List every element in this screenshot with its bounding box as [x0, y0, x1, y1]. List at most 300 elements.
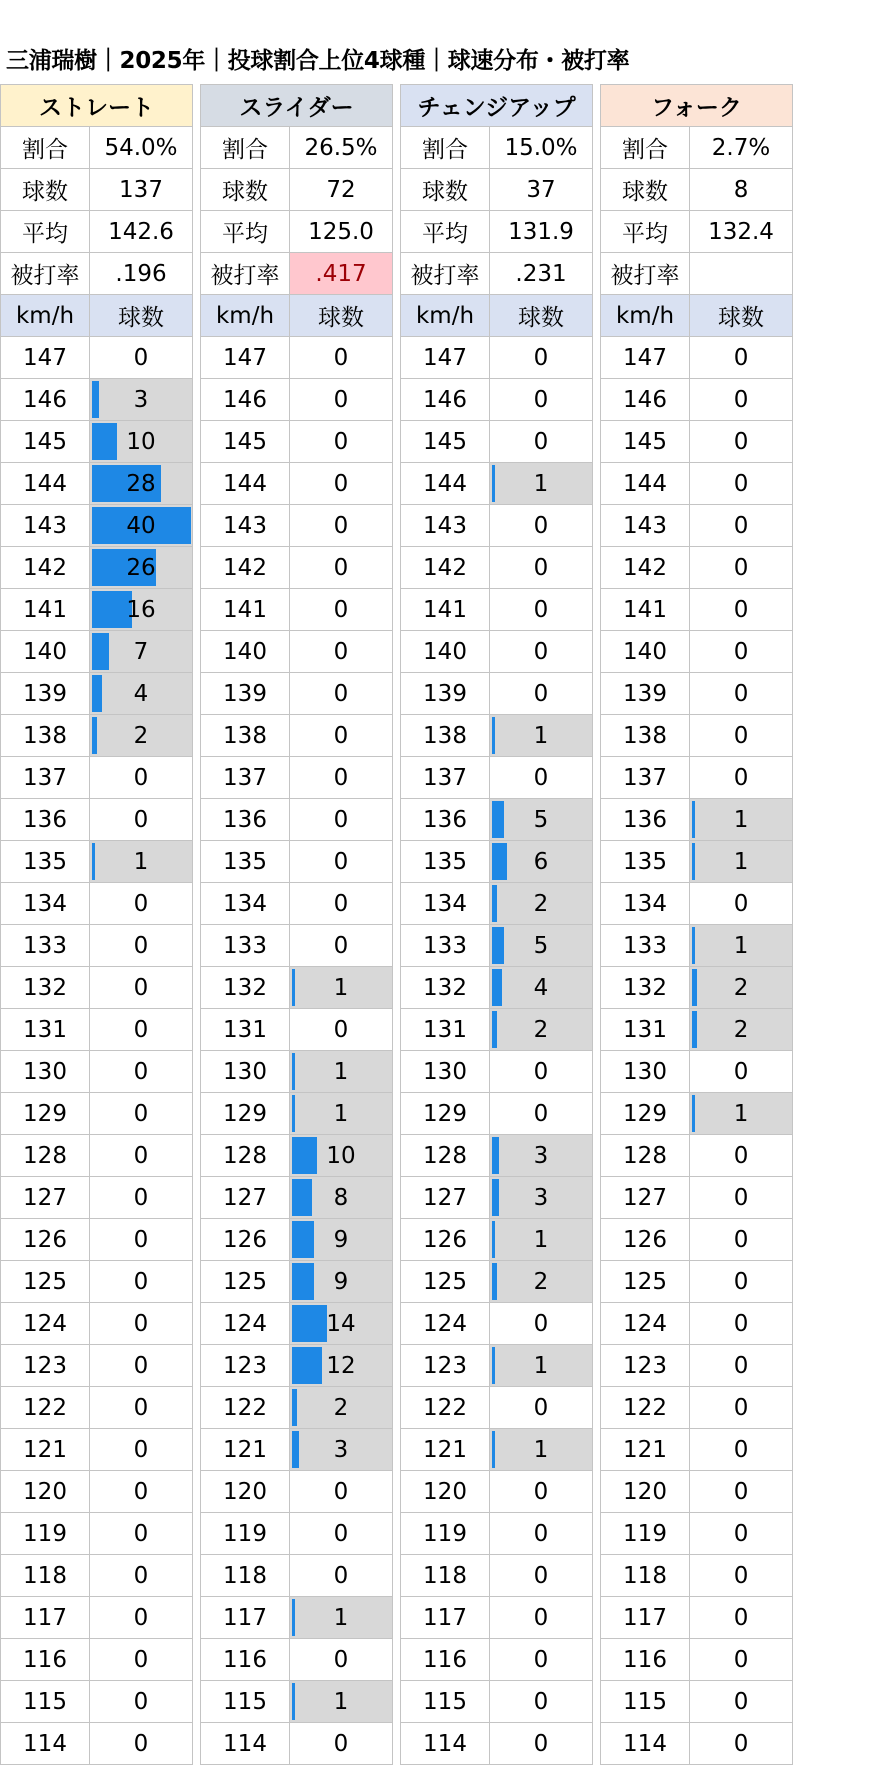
count-data-label: 0	[133, 1688, 149, 1715]
speed-row	[601, 1723, 793, 1765]
count-data-label: 3	[533, 1184, 549, 1211]
count-data-label: 0	[333, 1646, 349, 1673]
count-cell	[490, 1261, 593, 1303]
count-cell	[90, 1093, 193, 1135]
speed-row	[201, 1345, 393, 1387]
speed-tick-label: 139	[201, 673, 290, 715]
count-data-label: 0	[533, 344, 549, 371]
speed-tick-label: 134	[201, 883, 290, 925]
speed-row	[201, 841, 393, 883]
count-cell	[90, 925, 193, 967]
count-data-label: 0	[133, 344, 149, 371]
pitch-table	[600, 84, 793, 1765]
count-cell	[90, 1009, 193, 1051]
count-data-label: 0	[733, 1646, 749, 1673]
speed-row	[601, 337, 793, 379]
speed-tick-label: 115	[1, 1681, 90, 1723]
speed-tick-label: 115	[601, 1681, 690, 1723]
count-cell	[490, 589, 593, 631]
count-column-header: 球数	[690, 295, 793, 337]
speed-count-bar	[292, 1347, 322, 1384]
speed-row	[401, 1681, 593, 1723]
count-data-label: 7	[133, 638, 149, 665]
stat-label: 球数	[1, 169, 90, 211]
speed-tick-label: 125	[401, 1261, 490, 1303]
speed-row	[201, 1051, 393, 1093]
count-cell	[290, 1639, 393, 1681]
count-cell	[90, 757, 193, 799]
speed-tick-label: 122	[201, 1387, 290, 1429]
speed-row	[201, 337, 393, 379]
avg-against-value: .231	[490, 253, 593, 295]
speed-unit-header: km/h	[1, 295, 90, 337]
count-data-label: 0	[733, 554, 749, 581]
speed-tick-label: 137	[401, 757, 490, 799]
speed-tick-label: 121	[1, 1429, 90, 1471]
count-data-label: 0	[133, 1184, 149, 1211]
count-data-label: 2	[533, 1016, 549, 1043]
speed-row	[601, 547, 793, 589]
count-data-label: 1	[733, 1100, 749, 1127]
count-cell	[490, 1177, 593, 1219]
count-cell	[690, 841, 793, 883]
speed-row	[401, 1387, 593, 1429]
speed-row	[401, 799, 593, 841]
count-cell	[690, 1555, 793, 1597]
speed-row	[601, 1597, 793, 1639]
count-cell	[490, 1597, 593, 1639]
speed-count-bar	[92, 843, 95, 880]
speed-count-bar	[92, 381, 99, 418]
speed-row	[401, 1345, 593, 1387]
speed-tick-label: 127	[401, 1177, 490, 1219]
speed-tick-label: 132	[1, 967, 90, 1009]
count-cell	[90, 1387, 193, 1429]
count-data-label: 0	[733, 344, 749, 371]
count-value: 72	[290, 169, 393, 211]
count-cell	[90, 1471, 193, 1513]
pitch-name-header: チェンジアップ	[401, 85, 593, 127]
count-data-label: 0	[733, 1184, 749, 1211]
count-data-label: 1	[333, 1058, 349, 1085]
speed-tick-label: 143	[401, 505, 490, 547]
speed-row	[1, 421, 193, 463]
speed-tick-label: 124	[401, 1303, 490, 1345]
speed-row	[601, 1513, 793, 1555]
speed-tick-label: 115	[201, 1681, 290, 1723]
speed-row	[1, 1135, 193, 1177]
count-cell	[90, 799, 193, 841]
stat-label: 割合	[1, 127, 90, 169]
count-data-label: 26	[126, 554, 156, 581]
count-data-label: 0	[733, 1604, 749, 1631]
count-cell	[690, 673, 793, 715]
pitch-name-header: フォーク	[601, 85, 793, 127]
count-cell	[490, 1009, 593, 1051]
speed-row	[1, 883, 193, 925]
speed-row	[601, 505, 793, 547]
count-data-label: 0	[333, 932, 349, 959]
count-cell	[490, 1429, 593, 1471]
count-cell	[90, 1555, 193, 1597]
speed-tick-label: 121	[601, 1429, 690, 1471]
count-cell	[690, 421, 793, 463]
speed-row	[201, 1177, 393, 1219]
speed-tick-label: 118	[401, 1555, 490, 1597]
speed-tick-label: 144	[601, 463, 690, 505]
count-cell	[290, 1177, 393, 1219]
speed-tick-label: 147	[201, 337, 290, 379]
count-data-label: 1	[533, 470, 549, 497]
count-data-label: 0	[133, 890, 149, 917]
count-cell	[290, 841, 393, 883]
count-data-label: 0	[133, 1226, 149, 1253]
count-data-label: 0	[133, 932, 149, 959]
speed-tick-label: 131	[1, 1009, 90, 1051]
speed-row	[201, 1387, 393, 1429]
speed-row	[401, 715, 593, 757]
speed-tick-label: 147	[601, 337, 690, 379]
speed-row	[401, 1261, 593, 1303]
speed-tick-label: 139	[1, 673, 90, 715]
speed-tick-label: 143	[201, 505, 290, 547]
speed-tick-label: 122	[1, 1387, 90, 1429]
speed-row	[201, 1639, 393, 1681]
speed-tick-label: 144	[401, 463, 490, 505]
pitch-table	[0, 84, 193, 1765]
speed-tick-label: 120	[201, 1471, 290, 1513]
speed-row	[401, 379, 593, 421]
count-cell	[90, 337, 193, 379]
speed-tick-label: 128	[1, 1135, 90, 1177]
speed-tick-label: 138	[1, 715, 90, 757]
speed-tick-label: 139	[401, 673, 490, 715]
speed-tick-label: 127	[601, 1177, 690, 1219]
speed-count-bar	[692, 969, 697, 1006]
speed-row	[601, 463, 793, 505]
speed-tick-label: 129	[201, 1093, 290, 1135]
count-data-label: 0	[533, 1730, 549, 1757]
count-cell	[690, 1513, 793, 1555]
speed-row	[401, 1471, 593, 1513]
speed-unit-header: km/h	[201, 295, 290, 337]
ratio-value: 26.5%	[290, 127, 393, 169]
count-cell	[290, 1261, 393, 1303]
speed-row	[401, 547, 593, 589]
count-cell	[90, 1135, 193, 1177]
count-data-label: 2	[533, 1268, 549, 1295]
speed-count-bar	[92, 717, 97, 754]
speed-tick-label: 125	[601, 1261, 690, 1303]
count-data-label: 14	[326, 1310, 356, 1337]
speed-row	[1, 589, 193, 631]
speed-row	[201, 1303, 393, 1345]
count-data-label: 0	[333, 848, 349, 875]
count-cell	[490, 421, 593, 463]
speed-tick-label: 122	[401, 1387, 490, 1429]
speed-row	[201, 925, 393, 967]
pitch-table	[400, 84, 593, 1765]
count-cell	[90, 1261, 193, 1303]
stat-label: 被打率	[1, 253, 90, 295]
speed-row	[401, 1513, 593, 1555]
count-cell	[90, 967, 193, 1009]
count-data-label: 0	[733, 1352, 749, 1379]
count-data-label: 3	[333, 1436, 349, 1463]
stat-label: 球数	[201, 169, 290, 211]
speed-tick-label: 114	[1, 1723, 90, 1765]
speed-tick-label: 146	[601, 379, 690, 421]
speed-row	[201, 631, 393, 673]
speed-row	[401, 1429, 593, 1471]
speed-unit-header: km/h	[601, 295, 690, 337]
speed-row	[1, 757, 193, 799]
count-cell	[690, 715, 793, 757]
count-cell	[490, 925, 593, 967]
count-data-label: 0	[733, 1058, 749, 1085]
count-data-label: 0	[133, 1310, 149, 1337]
speed-tick-label: 146	[201, 379, 290, 421]
speed-tick-label: 133	[201, 925, 290, 967]
speed-tick-label: 141	[601, 589, 690, 631]
count-cell	[90, 1429, 193, 1471]
speed-count-bar	[92, 675, 102, 712]
speed-tick-label: 120	[401, 1471, 490, 1513]
count-data-label: 5	[533, 806, 549, 833]
count-cell	[90, 1597, 193, 1639]
speed-row	[601, 673, 793, 715]
speed-tick-label: 146	[1, 379, 90, 421]
count-cell	[90, 463, 193, 505]
count-cell	[690, 1639, 793, 1681]
speed-row	[401, 1303, 593, 1345]
count-data-label: 0	[733, 1436, 749, 1463]
count-cell	[290, 1555, 393, 1597]
speed-row	[401, 883, 593, 925]
speed-row	[201, 463, 393, 505]
speed-row	[601, 1135, 793, 1177]
speed-count-bar	[292, 969, 295, 1006]
speed-row	[601, 1429, 793, 1471]
speed-row	[401, 1597, 593, 1639]
avg-speed-value: 131.9	[490, 211, 593, 253]
count-cell	[490, 967, 593, 1009]
speed-tick-label: 117	[201, 1597, 290, 1639]
count-data-label: 1	[333, 1100, 349, 1127]
stat-label: 平均	[1, 211, 90, 253]
count-cell	[90, 1177, 193, 1219]
count-cell	[90, 1513, 193, 1555]
speed-row	[401, 463, 593, 505]
speed-count-bar	[492, 465, 495, 502]
speed-tick-label: 132	[401, 967, 490, 1009]
count-cell	[290, 1093, 393, 1135]
count-data-label: 0	[133, 1268, 149, 1295]
speed-tick-label: 121	[401, 1429, 490, 1471]
avg-speed-value: 132.4	[690, 211, 793, 253]
count-data-label: 8	[333, 1184, 349, 1211]
ratio-value: 15.0%	[490, 127, 593, 169]
speed-tick-label: 145	[601, 421, 690, 463]
count-cell	[290, 1345, 393, 1387]
stat-label: 被打率	[201, 253, 290, 295]
count-column-header: 球数	[90, 295, 193, 337]
speed-row	[601, 1303, 793, 1345]
count-data-label: 0	[533, 1478, 549, 1505]
count-cell	[690, 1429, 793, 1471]
count-cell	[490, 1723, 593, 1765]
speed-row	[201, 505, 393, 547]
speed-row	[401, 1135, 593, 1177]
count-data-label: 5	[533, 932, 549, 959]
count-cell	[690, 1051, 793, 1093]
count-data-label: 0	[733, 890, 749, 917]
speed-row	[1, 1051, 193, 1093]
speed-tick-label: 144	[201, 463, 290, 505]
count-data-label: 0	[133, 1520, 149, 1547]
count-data-label: 0	[533, 1310, 549, 1337]
stat-label: 被打率	[401, 253, 490, 295]
speed-row	[201, 673, 393, 715]
speed-row	[401, 505, 593, 547]
count-data-label: 0	[333, 1562, 349, 1589]
speed-tick-label: 135	[401, 841, 490, 883]
speed-tick-label: 117	[601, 1597, 690, 1639]
speed-row	[201, 1261, 393, 1303]
count-cell	[690, 883, 793, 925]
count-cell	[490, 1387, 593, 1429]
speed-row	[1, 337, 193, 379]
speed-row	[201, 421, 393, 463]
speed-row	[201, 1429, 393, 1471]
count-data-label: 0	[333, 722, 349, 749]
speed-count-bar	[292, 1137, 317, 1174]
speed-row	[1, 547, 193, 589]
speed-tick-label: 133	[601, 925, 690, 967]
speed-unit-header: km/h	[401, 295, 490, 337]
speed-count-bar	[692, 927, 695, 964]
speed-count-bar	[492, 927, 504, 964]
speed-tick-label: 116	[201, 1639, 290, 1681]
count-cell	[90, 547, 193, 589]
speed-count-bar	[492, 801, 504, 838]
count-data-label: 0	[533, 1058, 549, 1085]
pitch-column	[0, 84, 192, 1765]
speed-row	[1, 1093, 193, 1135]
count-data-label: 0	[333, 386, 349, 413]
speed-count-bar	[692, 843, 695, 880]
count-cell	[690, 1009, 793, 1051]
avg-speed-value: 125.0	[290, 211, 393, 253]
count-data-label: 0	[533, 1520, 549, 1547]
speed-tick-label: 128	[601, 1135, 690, 1177]
speed-row	[601, 379, 793, 421]
count-data-label: 6	[533, 848, 549, 875]
count-data-label: 0	[333, 890, 349, 917]
count-data-label: 0	[333, 1016, 349, 1043]
count-cell	[290, 1051, 393, 1093]
speed-tick-label: 137	[601, 757, 690, 799]
count-data-label: 9	[333, 1226, 349, 1253]
speed-tick-label: 128	[401, 1135, 490, 1177]
count-data-label: 0	[133, 1436, 149, 1463]
count-cell	[690, 1261, 793, 1303]
count-cell	[290, 1723, 393, 1765]
count-cell	[290, 673, 393, 715]
speed-row	[1, 1681, 193, 1723]
speed-count-bar	[492, 1221, 495, 1258]
count-data-label: 9	[333, 1268, 349, 1295]
pitch-table	[200, 84, 393, 1765]
speed-tick-label: 126	[601, 1219, 690, 1261]
count-cell	[290, 1681, 393, 1723]
speed-row	[1, 1177, 193, 1219]
count-data-label: 1	[133, 848, 149, 875]
speed-tick-label: 124	[201, 1303, 290, 1345]
count-cell	[490, 1219, 593, 1261]
speed-tick-label: 114	[201, 1723, 290, 1765]
speed-row	[1, 925, 193, 967]
speed-row	[201, 1135, 393, 1177]
count-cell	[690, 463, 793, 505]
speed-row	[1, 463, 193, 505]
speed-tick-label: 138	[401, 715, 490, 757]
speed-tick-label: 124	[601, 1303, 690, 1345]
count-cell	[290, 715, 393, 757]
count-data-label: 0	[733, 1520, 749, 1547]
speed-tick-label: 138	[601, 715, 690, 757]
count-cell	[290, 589, 393, 631]
speed-row	[1, 1723, 193, 1765]
count-data-label: 0	[333, 596, 349, 623]
count-data-label: 2	[533, 890, 549, 917]
count-cell	[290, 1513, 393, 1555]
speed-tick-label: 140	[1, 631, 90, 673]
speed-tick-label: 127	[1, 1177, 90, 1219]
speed-tick-label: 140	[401, 631, 490, 673]
count-cell	[490, 1051, 593, 1093]
count-data-label: 0	[733, 680, 749, 707]
count-data-label: 0	[733, 764, 749, 791]
count-cell	[690, 925, 793, 967]
speed-row	[601, 1345, 793, 1387]
speed-tick-label: 120	[1, 1471, 90, 1513]
count-cell	[90, 505, 193, 547]
speed-tick-label: 147	[1, 337, 90, 379]
count-cell	[690, 1597, 793, 1639]
speed-tick-label: 137	[201, 757, 290, 799]
speed-tick-label: 141	[201, 589, 290, 631]
count-data-label: 1	[533, 722, 549, 749]
count-data-label: 2	[133, 722, 149, 749]
count-cell	[690, 1303, 793, 1345]
speed-row	[601, 757, 793, 799]
speed-row	[401, 841, 593, 883]
speed-tick-label: 142	[201, 547, 290, 589]
speed-tick-label: 145	[1, 421, 90, 463]
count-data-label: 0	[533, 596, 549, 623]
speed-tick-label: 138	[201, 715, 290, 757]
count-data-label: 0	[733, 1730, 749, 1757]
speed-tick-label: 136	[401, 799, 490, 841]
speed-row	[601, 1219, 793, 1261]
speed-tick-label: 126	[1, 1219, 90, 1261]
count-cell	[290, 925, 393, 967]
speed-row	[1, 673, 193, 715]
speed-row	[1, 1597, 193, 1639]
speed-count-bar	[492, 1137, 499, 1174]
speed-tick-label: 132	[601, 967, 690, 1009]
